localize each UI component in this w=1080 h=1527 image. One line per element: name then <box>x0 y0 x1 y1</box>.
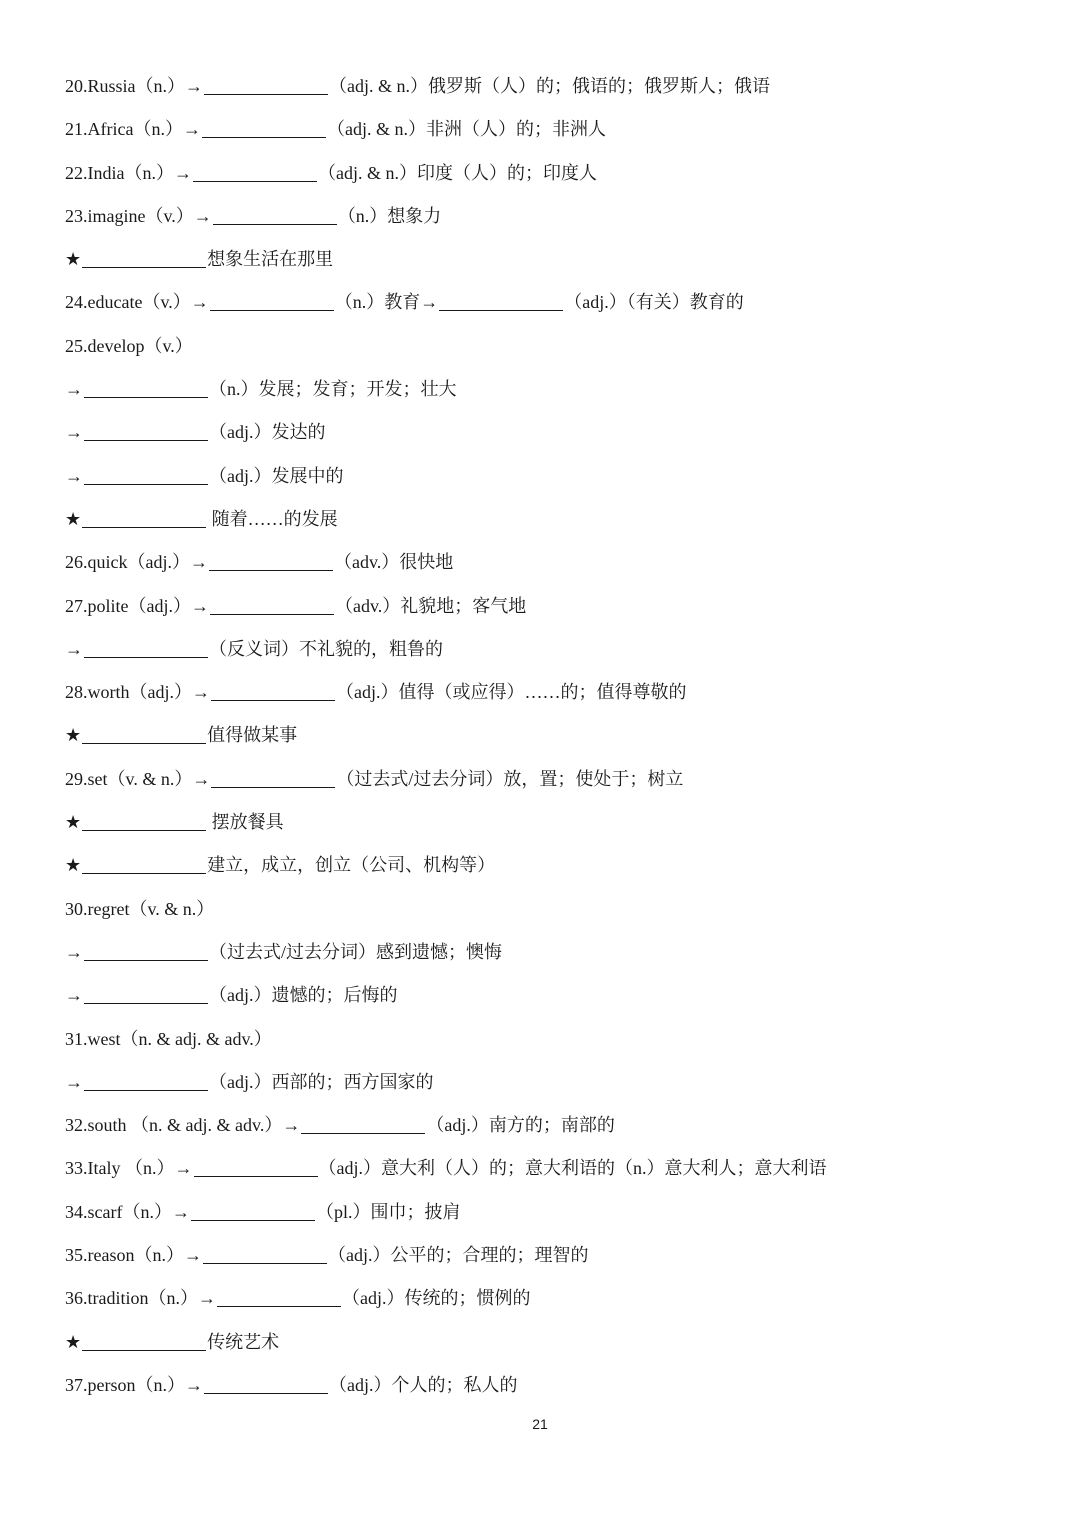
line-29-set <box>65 758 1045 801</box>
answer-blank <box>82 251 206 268</box>
answer-blank <box>194 1160 318 1177</box>
line-25-develop <box>65 325 1045 368</box>
word-prompt: 20.Russia（n.）→ <box>65 76 204 96</box>
line-30-regret-past <box>65 931 1045 974</box>
star-icon: ★ <box>65 855 82 876</box>
word-prompt: 33.Italy （n.）→ <box>65 1158 193 1179</box>
meaning-text: （adj.）个人的；私人的 <box>329 1374 518 1395</box>
arrow-icon: → <box>65 465 83 486</box>
meaning-text: （adj.）西部的；西方国家的 <box>209 1071 434 1092</box>
word-prompt: 37.person（n.）→ <box>65 1374 203 1395</box>
meaning-text: （adj.）发展中的 <box>209 465 344 486</box>
answer-blank <box>202 121 326 138</box>
word-prompt: 24.educate（v.）→ <box>65 292 209 313</box>
answer-blank <box>84 381 208 398</box>
line-25-develop-noun <box>65 368 1045 411</box>
meaning-text: （adj.）值得（或应得）……的；值得尊敬的 <box>335 682 687 703</box>
line-27-polite <box>65 585 1045 628</box>
meaning-text: （pl.）围巾；披肩 <box>315 1201 461 1222</box>
meaning-text: 摆放餐具 <box>207 812 284 833</box>
line-27-antonym <box>65 628 1045 671</box>
word-prompt: 35.reason（n.）→ <box>65 1245 202 1266</box>
answer-blank <box>211 771 335 788</box>
line-25-developed <box>65 411 1045 454</box>
line-34-scarf <box>65 1191 1045 1234</box>
answer-blank <box>193 165 317 182</box>
answer-blank <box>84 944 208 961</box>
arrow-icon: → <box>65 379 83 400</box>
meaning-text: 建立，成立，创立（公司、机构等） <box>207 855 496 876</box>
meaning-text: 值得做某事 <box>207 725 298 746</box>
word-prompt: 21.Africa（n.）→ <box>65 119 201 140</box>
meaning-text: （adj.）意大利（人）的；意大利语的（n.）意大利人；意大利语 <box>318 1158 827 1179</box>
line-25-star-phrase <box>65 498 1045 541</box>
meaning-text: （adv.）很快地 <box>333 552 454 573</box>
answer-blank <box>84 424 208 441</box>
answer-blank <box>439 294 563 311</box>
answer-blank <box>203 1247 327 1264</box>
line-30-regret <box>65 888 1045 931</box>
meaning-text: （n.）发展；发育；开发；壮大 <box>209 379 457 400</box>
line-35-reason <box>65 1234 1045 1277</box>
word-prompt: 27.polite（adj.）→ <box>65 595 209 616</box>
meaning-text: （adj.）公平的；合理的；理智的 <box>327 1245 589 1266</box>
word-prompt: 26.quick（adj.）→ <box>65 552 208 573</box>
answer-blank <box>84 468 208 485</box>
line-25-developing <box>65 455 1045 498</box>
word-prompt: 23.imagine（v.）→ <box>65 205 212 226</box>
answer-blank <box>210 598 334 615</box>
answer-blank <box>210 294 334 311</box>
star-icon: ★ <box>65 249 82 270</box>
line-23-star-phrase <box>65 238 1045 281</box>
word-prompt: 34.scarf（n.）→ <box>65 1201 190 1222</box>
answer-blank <box>211 684 335 701</box>
word-prompt: 28.worth（adj.）→ <box>65 682 210 703</box>
meaning-text: （n.）想象力 <box>337 205 442 226</box>
answer-blank <box>82 511 206 528</box>
arrow-icon: → <box>65 1071 83 1092</box>
meaning-text: （adj. & n.）俄罗斯（人）的；俄语的；俄罗斯人；俄语 <box>329 76 771 96</box>
answer-blank <box>204 78 328 95</box>
line-36-star-phrase <box>65 1321 1045 1364</box>
line-24-educate <box>65 281 1045 324</box>
line-32-south <box>65 1104 1045 1147</box>
meaning-text: （adj. & n.）非洲（人）的；非洲人 <box>326 119 606 140</box>
meaning-text: （adj.）发达的 <box>209 422 326 443</box>
meaning-text: （adv.）礼貌地；客气地 <box>334 595 527 616</box>
answer-blank <box>204 1377 328 1394</box>
meaning-text: （adj.）（有关）教育的 <box>564 292 744 313</box>
line-28-worth <box>65 671 1045 714</box>
answer-blank <box>84 1074 208 1091</box>
word-prompt: 29.set（v. & n.）→ <box>65 768 211 789</box>
arrow-icon: → <box>65 985 83 1006</box>
word-prompt: 36.tradition（n.）→ <box>65 1288 216 1309</box>
line-31-western <box>65 1061 1045 1104</box>
meaning-text: 想象生活在那里 <box>207 249 334 270</box>
worksheet-body <box>65 65 1045 1407</box>
arrow-icon: → <box>65 422 83 443</box>
word-prompt: 32.south （n. & adj. & adv.）→ <box>65 1115 301 1136</box>
answer-blank <box>217 1290 341 1307</box>
line-26-quick <box>65 541 1045 584</box>
word-prompt: 30.regret（v. & n.） <box>65 898 215 919</box>
page-number: 21 <box>532 1416 548 1432</box>
word-prompt: 31.west（n. & adj. & adv.） <box>65 1028 272 1049</box>
answer-blank <box>209 554 333 571</box>
word-prompt: 22.India（n.）→ <box>65 162 192 183</box>
answer-blank <box>84 641 208 658</box>
meaning-text: （adj.）传统的；惯例的 <box>342 1288 531 1309</box>
line-37-person <box>65 1364 1045 1407</box>
line-22-india <box>65 152 1045 195</box>
answer-blank <box>82 1334 206 1351</box>
line-28-star-phrase <box>65 714 1045 757</box>
arrow-icon: → <box>65 941 83 962</box>
star-icon: ★ <box>65 725 82 746</box>
star-icon: ★ <box>65 1331 82 1352</box>
line-29-star-phrase-2 <box>65 844 1045 887</box>
answer-blank <box>84 987 208 1004</box>
meaning-text: （反义词）不礼貌的，粗鲁的 <box>209 638 443 659</box>
star-icon: ★ <box>65 508 82 529</box>
answer-blank <box>82 814 206 831</box>
meaning-text: （过去式/过去分词）感到遗憾；懊悔 <box>209 941 502 962</box>
line-29-star-phrase-1 <box>65 801 1045 844</box>
meaning-text: 随着……的发展 <box>207 508 338 529</box>
answer-blank <box>82 857 206 874</box>
line-30-regret-adj <box>65 974 1045 1017</box>
meaning-text: （n.）教育→ <box>334 292 439 313</box>
arrow-icon: → <box>65 638 83 659</box>
line-23-imagine <box>65 195 1045 238</box>
meaning-text: （adj.）遗憾的；后悔的 <box>209 985 398 1006</box>
line-21-africa <box>65 108 1045 151</box>
answer-blank <box>301 1117 425 1134</box>
meaning-text: （adj. & n.）印度（人）的；印度人 <box>317 162 597 183</box>
meaning-text: （adj.）南方的；南部的 <box>426 1115 615 1136</box>
star-icon: ★ <box>65 812 82 833</box>
meaning-text: 传统艺术 <box>207 1331 280 1352</box>
line-36-tradition <box>65 1277 1045 1320</box>
word-prompt: 25.develop（v.） <box>65 335 193 356</box>
answer-blank <box>82 727 206 744</box>
answer-blank <box>191 1204 315 1221</box>
line-31-west <box>65 1018 1045 1061</box>
line-20-russia <box>65 65 1045 108</box>
answer-blank <box>213 208 337 225</box>
meaning-text: （过去式/过去分词）放，置；使处于；树立 <box>336 768 684 789</box>
line-33-italy <box>65 1147 1045 1190</box>
